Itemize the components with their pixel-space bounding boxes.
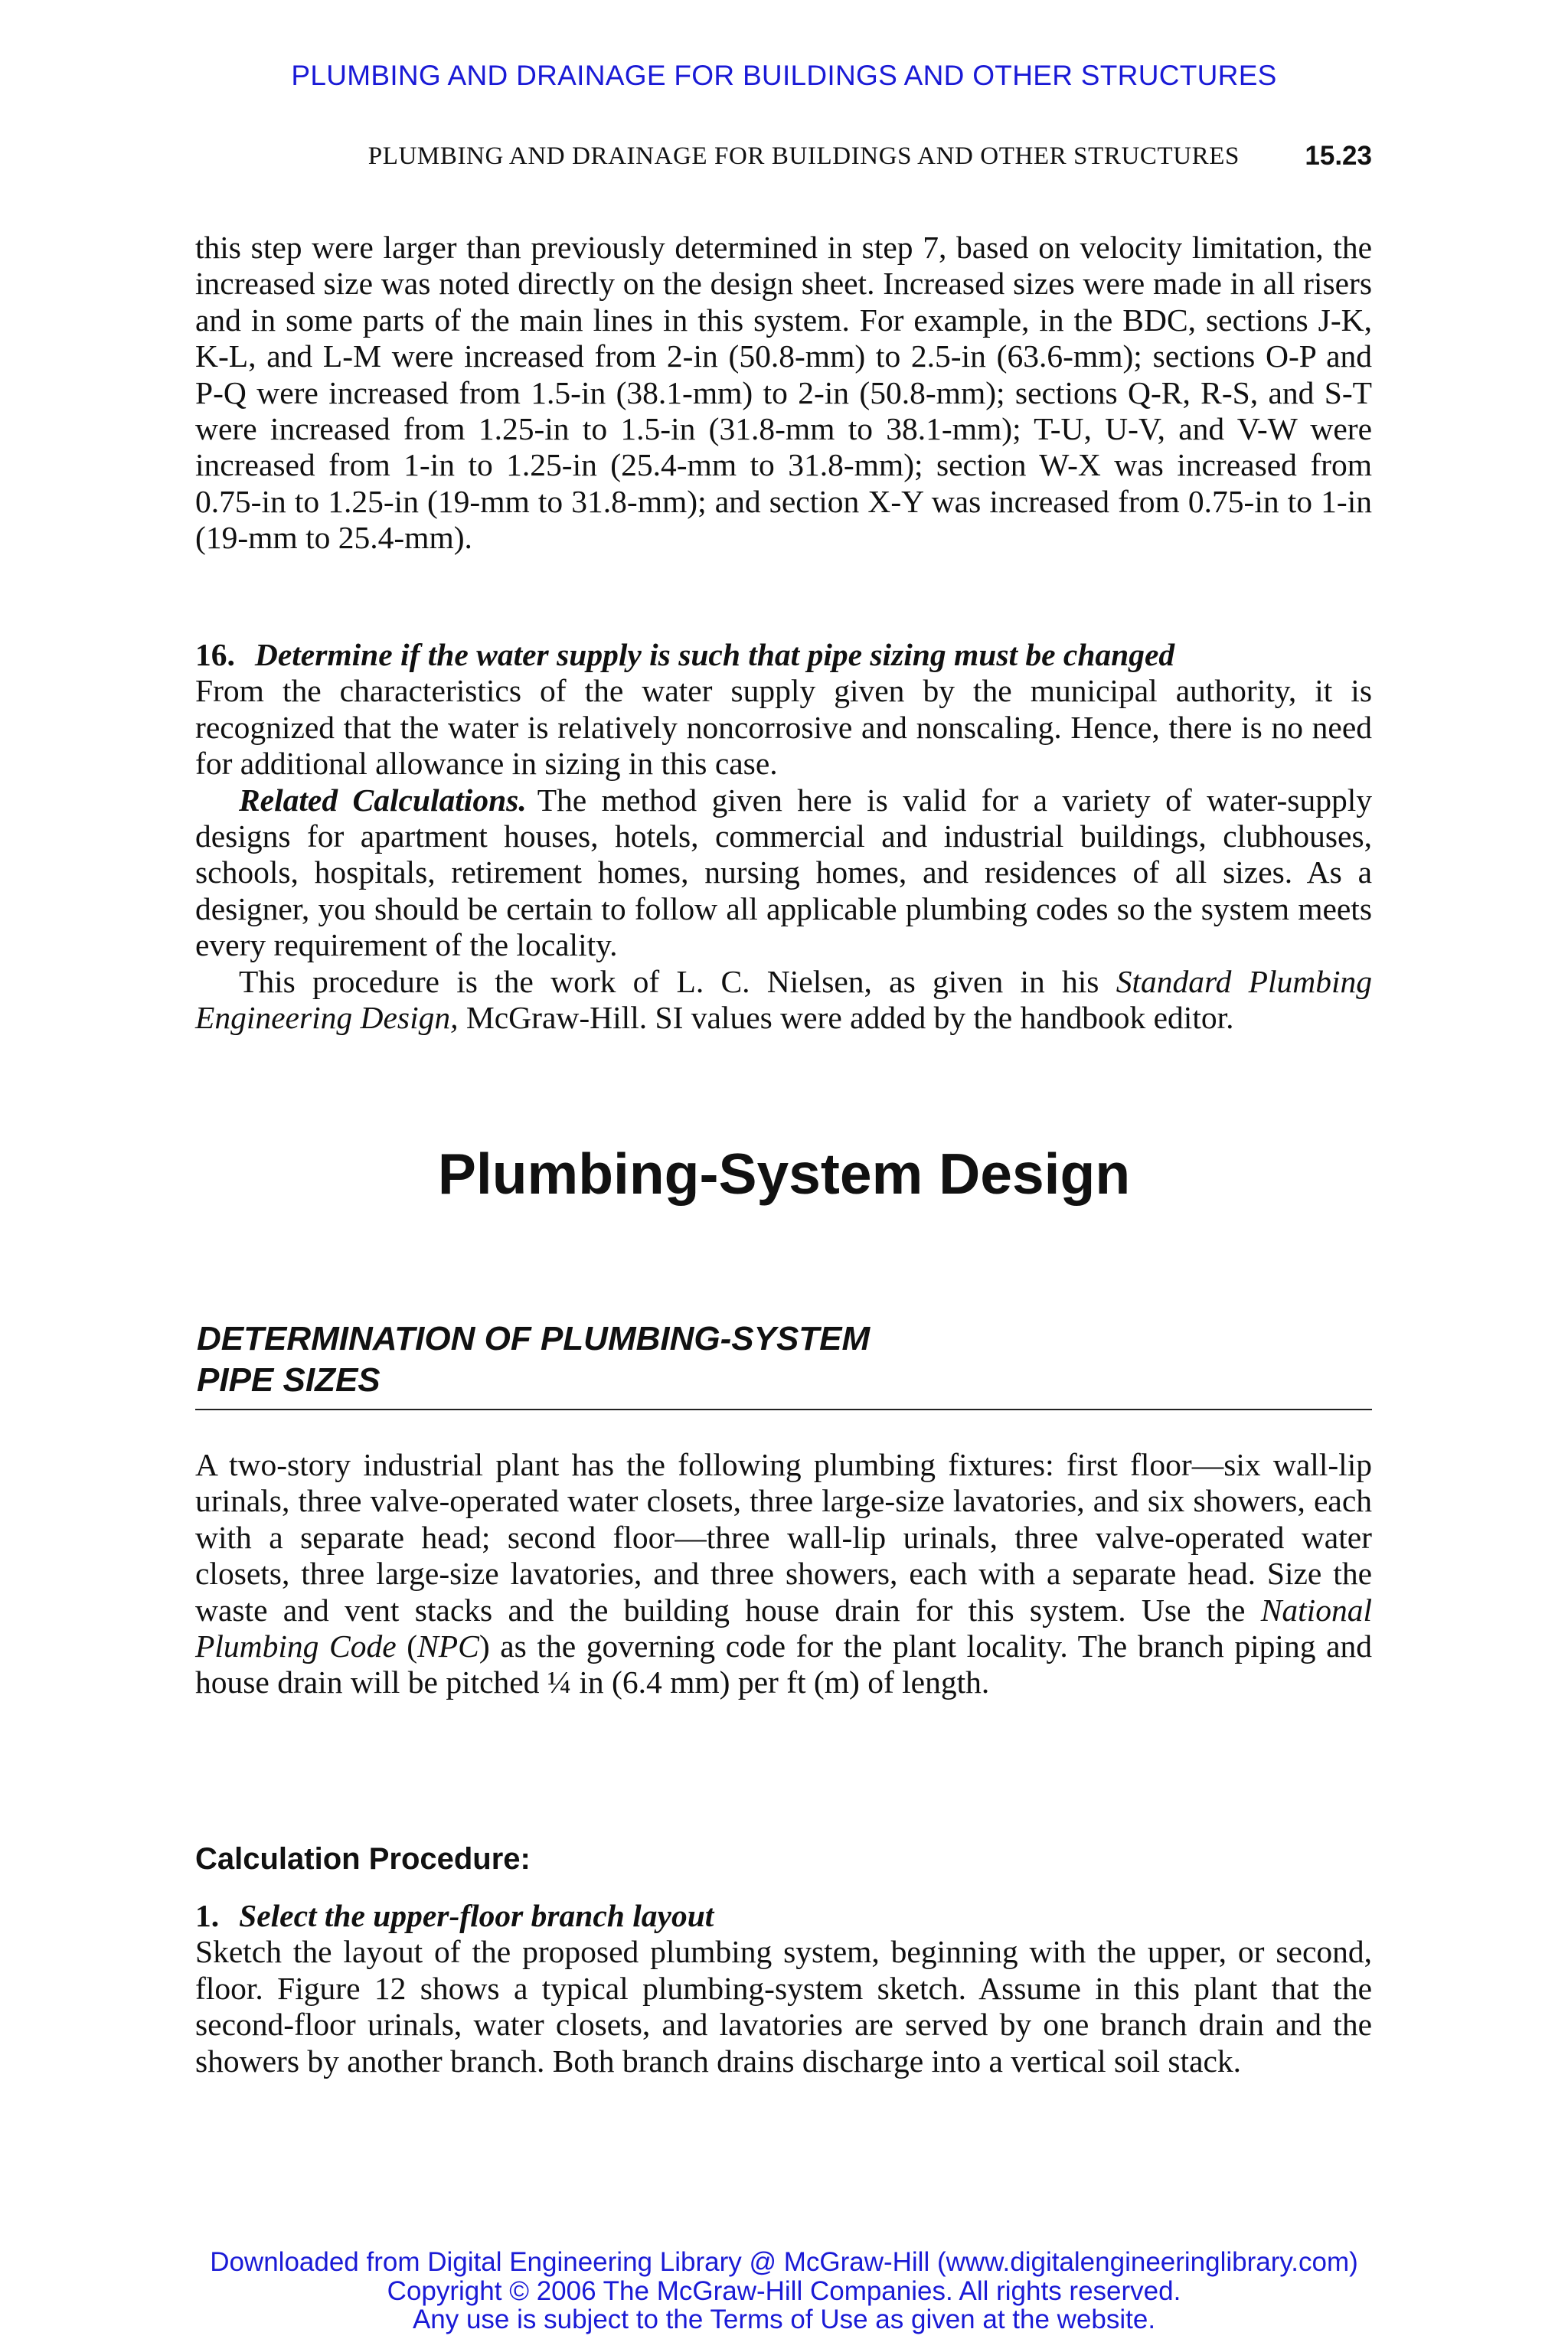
related-calculations-paragraph <box>195 782 1372 964</box>
problem-statement <box>195 1447 1372 1701</box>
code-name: National Plumbing Code <box>195 1592 1372 1664</box>
top-banner-link[interactable]: PLUMBING AND DRAINAGE FOR BUILDINGS AND OTHER STRUCTURES <box>291 60 1277 91</box>
code-open-paren: ( <box>407 1628 418 1664</box>
footer-copyright: Copyright © 2006 The McGraw-Hill Companies. All rights reserved. <box>387 2276 1181 2306</box>
section-title: Plumbing-System Design <box>437 1142 1131 1206</box>
footer-download-link[interactable]: Downloaded from Digital Engineering Library @ McGraw-Hill (www.digitalengineeringlibrary.com) <box>210 2247 1358 2277</box>
credit-paragraph <box>195 964 1372 1037</box>
step-16-number: 16. <box>195 637 235 672</box>
credit-book-title: Standard Plumbing Engineering Design, <box>195 963 1372 1036</box>
calculation-procedure-label: Calculation Procedure: <box>195 1842 531 1876</box>
problem-text-2: ) as the governing code for the plant locality. The branch piping and house drain will be pitched ¼ in (6.4 mm) per ft (m) of length. <box>195 1628 1372 1700</box>
step-1-block <box>195 1898 1372 2079</box>
credit-after: McGraw-Hill. SI values were added by the handbook editor. <box>466 1000 1234 1036</box>
step-1-text: Sketch the layout of the proposed plumbing system, beginning with the upper, or second, floor. Figure 12 shows a typical plumbing-system sketch. Assume in this plant that the second-floor urinals, water closets, and lavatories are served by one branch drain and the showers by another branch. Both branch drains discharge into a vertical soil stack. <box>195 1934 1372 2079</box>
step-16-text: From the characteristics of the water supply given by the municipal authority, it is recognized that the water is relatively noncorrosive and nonscaling. Hence, there is no need for additional allowance in sizing in this case. <box>195 673 1372 782</box>
continuation-block <box>195 230 1372 557</box>
code-abbreviation: NPC <box>417 1628 479 1664</box>
step-16-heading-line <box>195 637 1372 673</box>
problem-heading <box>197 1318 962 1401</box>
problem-heading-line-2: PIPE SIZES <box>197 1361 381 1399</box>
problem-paragraph <box>195 1447 1372 1701</box>
heading-rule <box>195 1409 1372 1410</box>
step-1-heading: Select the upper-floor branch layout <box>239 1898 714 1933</box>
credit-before: This procedure is the work of L. C. Nielsen, as given in his <box>239 963 1099 999</box>
step-16-heading: Determine if the water supply is such that pipe sizing must be changed <box>254 637 1175 672</box>
step-1-number: 1. <box>195 1898 220 1933</box>
running-header <box>195 142 1372 181</box>
continuation-paragraph: this step were larger than previously determined in step 7, based on velocity limitation, the increased size was noted directly on the design sheet. Increased sizes were made in all risers and in some parts of the main lines in this system. For example, in the BDC, sections J-K, K-L, and L-M were increased from 2-in (50.8-mm) to 2.5-in (63.6-mm); sections O-P and P-Q were increased from 1.5-in (38.1-mm) to 2-in (50.8-mm); sections Q-R, R-S, and S-T were increased from 1.25-in to 1.5-in (31.8-mm to 38.1-mm); T-U, U-V, and V-W were increased from 1-in to 1.25-in (25.4-mm to 31.8-mm); section W-X was increased from 0.75-in to 1.25-in (19-mm to 31.8-mm); and section X-Y was increased from 0.75-in to 1-in (19-mm to 25.4-mm). <box>195 230 1372 556</box>
related-calculations-text: The method given here is valid for a variety of water-supply designs for apartment houses, hotels, commercial and industrial buildings, clubhouses, schools, hospitals, retirement homes, nursing homes, and residences of all sizes. As a designer, you should be certain to follow all applicable plumbing codes so the system meets every requirement of the locality. <box>195 782 1372 963</box>
page-number: 15.23 <box>1305 141 1372 171</box>
running-title: PLUMBING AND DRAINAGE FOR BUILDINGS AND OTHER STRUCTURES <box>368 142 1240 170</box>
step-16-block <box>195 637 1372 1036</box>
step-1-heading-line <box>195 1898 1372 1934</box>
related-calculations-label: Related Calculations. <box>239 782 527 818</box>
problem-heading-line-1: DETERMINATION OF PLUMBING-SYSTEM <box>197 1320 871 1357</box>
problem-text-1: A two-story industrial plant has the following plumbing fixtures: first floor—six wall-lip urinals, three valve-operated water closets, three large-size lavatories, and six showers, each with a separate head; second floor—three wall-lip urinals, three valve-operated water closets, three large-size lavatories, and three showers, each with a separate head. Size the waste and vent stacks and the building house drain for this system. Use the <box>195 1447 1372 1628</box>
footer-terms-link[interactable]: Any use is subject to the Terms of Use as given at the website. <box>412 2305 1156 2334</box>
